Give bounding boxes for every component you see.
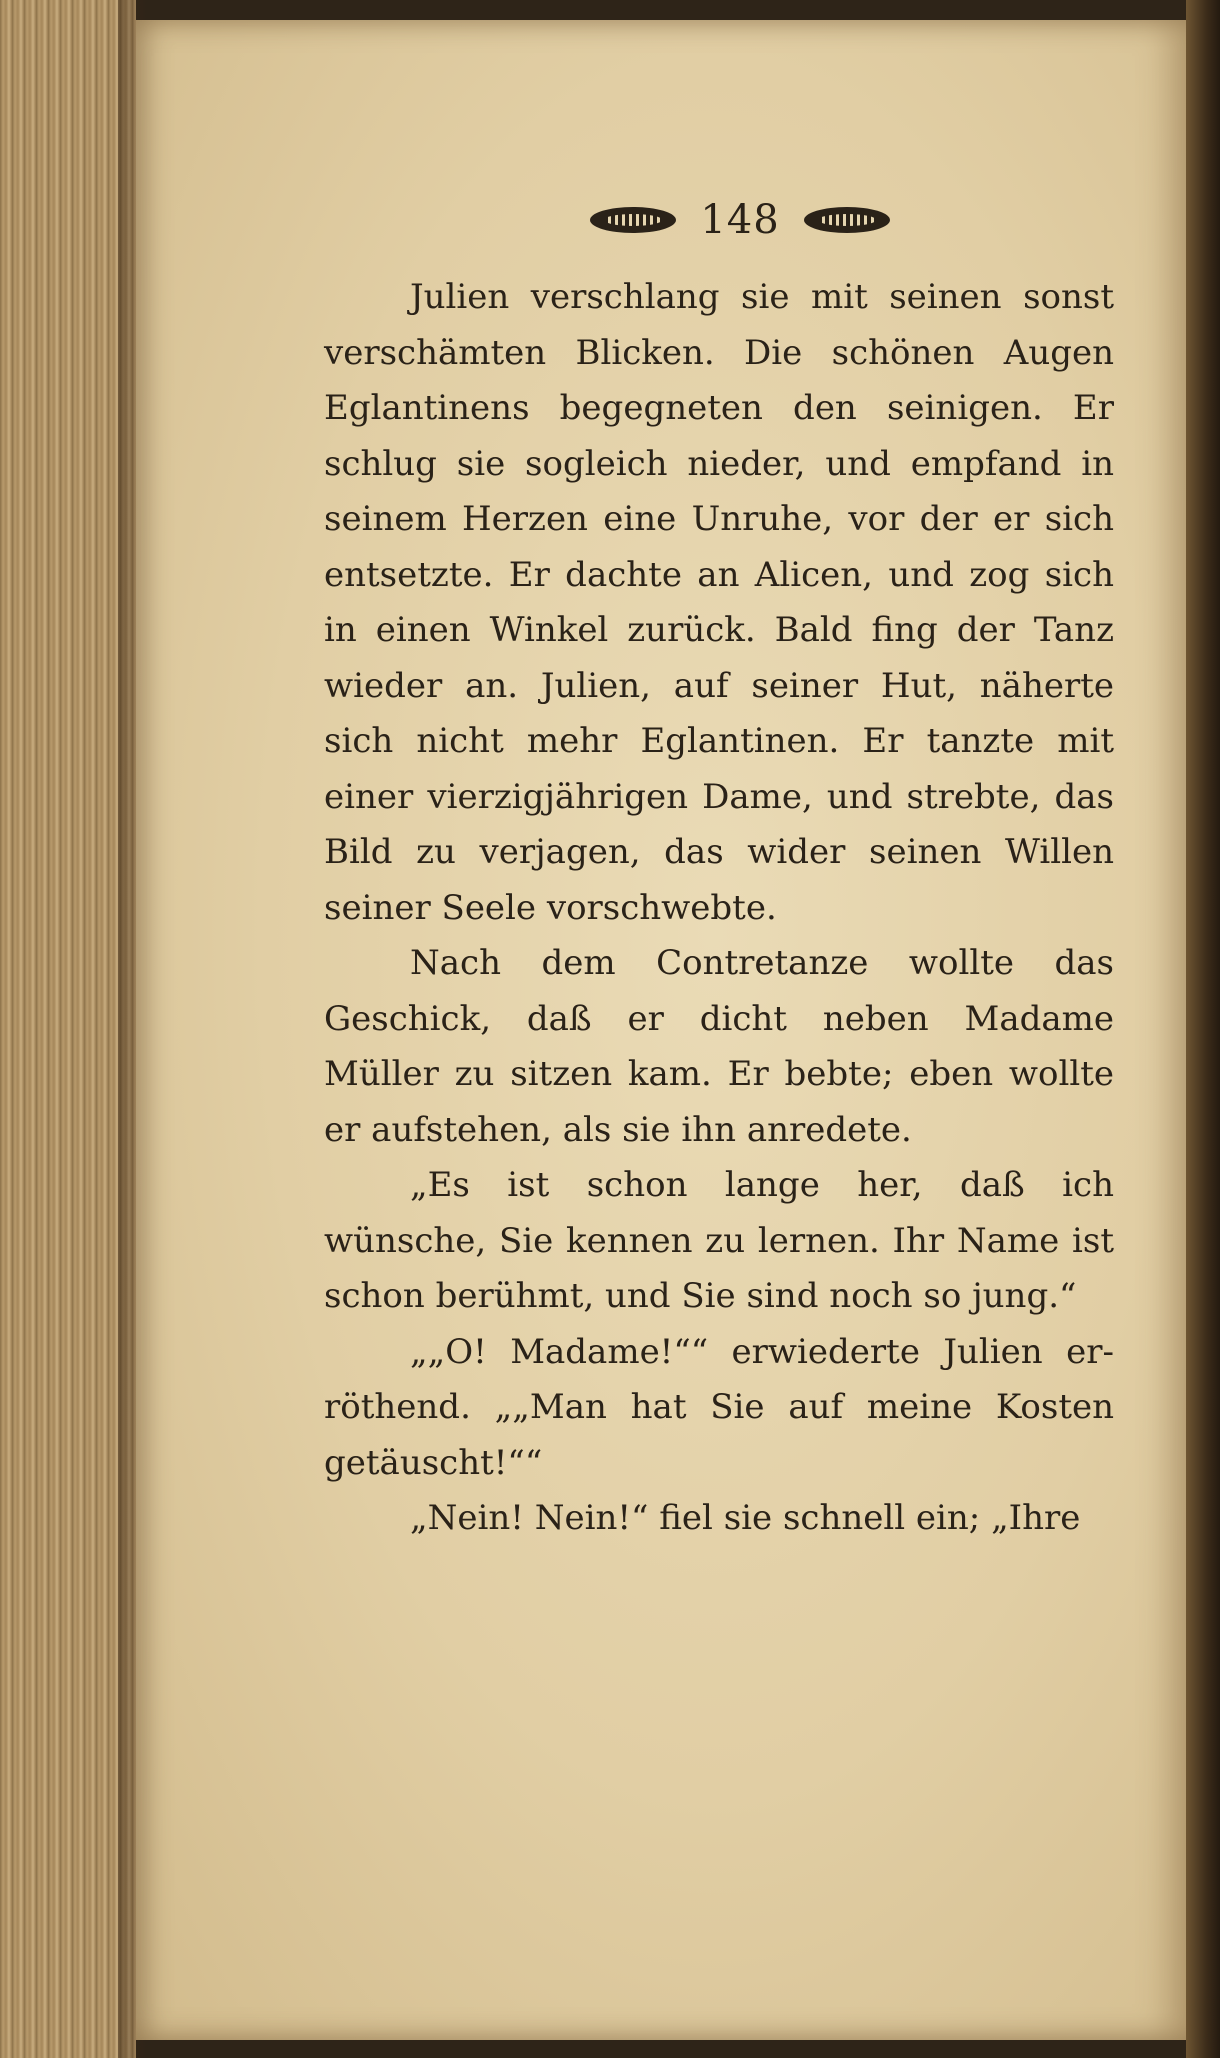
left-ornament-icon xyxy=(590,207,676,233)
page-edges xyxy=(0,0,136,2058)
paragraph: Nach dem Contretanze wollte das Geschick, daß er dicht neben Madame Müller zu sitzen kam. Er bebte; eben wollte er aufstehen, als sie ihn anredete. xyxy=(324,943,1114,1150)
paragraph: „Nein! Nein!“ fiel sie schnell ein; „Ihre xyxy=(410,1498,1081,1538)
paragraph: „„O! Madame!““ erwiederte Julien erröthend. „„Man hat Sie auf meine Kosten getäuscht!““ xyxy=(324,1331,1114,1483)
page-header xyxy=(590,190,890,250)
binding-edge xyxy=(1186,0,1220,2058)
right-ornament-icon xyxy=(804,207,890,233)
page-number: 148 xyxy=(700,197,780,243)
paragraph: „Es ist schon lange her, daß ich wünsche, Sie kennen zu lernen. Ihr Name ist schon berühmt, und Sie sind noch so jung.“ xyxy=(324,1165,1114,1316)
page-body xyxy=(324,270,1114,1547)
paragraph: Julien verschlang sie mit seinen sonst verschämten Blicken. Die schönen Augen Eglantinens begegneten den seinigen. Er schlug sie sogleich nieder, und empfand in seinem Herzen eine Unruhe, vor der er sich entsetzte. Er dachte an Alicen, und zog sich in einen Winkel zurück. Bald fing der Tanz wieder an. Julien, auf seiner Hut, näherte sich nicht mehr Eglantinen. Er tanzte mit einer vierzigjährigen Dame, und strebte, das Bild zu verjagen, das wider seinen Willen seiner Seele vorschwebte. xyxy=(324,277,1114,928)
